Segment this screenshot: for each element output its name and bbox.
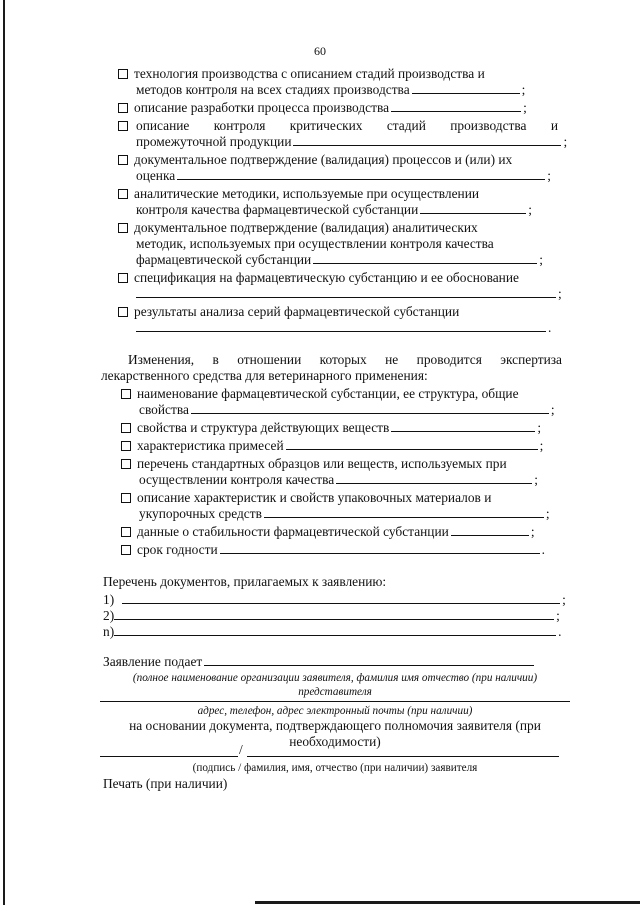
checklist-item-cont: методик, используемых при осуществлении контроля качества xyxy=(136,236,494,251)
checklist-item-cont: методов контроля на всех стадиях производства ; xyxy=(136,82,526,97)
address-line[interactable] xyxy=(100,701,570,702)
fill-line[interactable] xyxy=(286,438,538,450)
signature-slash: / xyxy=(239,742,243,757)
checklist-item-cont: оценка ; xyxy=(136,168,551,183)
section2-intro-line2: лекарственного средства для ветеринарного применения: xyxy=(101,368,428,383)
fill-line[interactable] xyxy=(313,252,537,264)
signature-line[interactable] xyxy=(100,756,238,757)
checklist-item-cont: контроля качества фармацевтической субстанции ; xyxy=(136,202,533,217)
page-number: 60 xyxy=(314,44,326,58)
seal-label: Печать (при наличии) xyxy=(103,776,228,791)
checkbox[interactable] xyxy=(118,223,128,233)
applicant-line: Заявление подает xyxy=(103,654,536,670)
checklist-item-cont: . xyxy=(136,320,551,336)
checklist-item-cont: ; xyxy=(136,286,562,302)
checklist-item-cont: укупорочных средств ; xyxy=(139,506,550,521)
fill-line[interactable] xyxy=(220,542,540,554)
fill-line[interactable] xyxy=(293,134,561,146)
checklist-item: срок годности . xyxy=(121,542,545,558)
checklist-item: результаты анализа серий фармацевтической субстанции xyxy=(118,304,459,320)
fill-line[interactable] xyxy=(412,82,520,94)
checkbox[interactable] xyxy=(118,307,128,317)
signature-caption: (подпись / фамилия, имя, отчество (при наличии) заявителя xyxy=(192,762,478,774)
section2-intro-line1: Изменения, в отношении которых не проводится экспертиза xyxy=(128,352,562,367)
checklist-item: описание контроля критических стадий производства и xyxy=(118,118,558,134)
checkbox[interactable] xyxy=(118,189,128,199)
checkbox[interactable] xyxy=(118,69,128,79)
applicant-input[interactable] xyxy=(204,654,534,666)
document-line: n) . xyxy=(103,624,562,639)
fill-line[interactable] xyxy=(191,402,549,414)
basis-line2: необходимости) xyxy=(289,734,381,749)
checklist-item: документальное подтверждение (валидация) процессов и (или) их xyxy=(118,152,512,168)
document-line: 2) ; xyxy=(103,608,560,623)
fill-line[interactable] xyxy=(177,168,545,180)
checklist-item-cont: свойства ; xyxy=(139,402,555,417)
checkbox[interactable] xyxy=(121,545,131,555)
checklist-item: аналитические методики, используемые при осуществлении xyxy=(118,186,479,202)
page-bottom-edge xyxy=(255,901,640,904)
checklist-item: технология производства с описанием стадий производства и xyxy=(118,66,485,82)
fill-line[interactable] xyxy=(391,420,535,432)
checklist-item: спецификация на фармацевтическую субстанцию и ее обоснование xyxy=(118,270,519,286)
checkbox[interactable] xyxy=(118,121,128,131)
fill-line[interactable] xyxy=(264,506,544,518)
page-left-edge xyxy=(3,0,5,905)
checkbox[interactable] xyxy=(118,103,128,113)
fill-line[interactable] xyxy=(114,624,556,636)
address-caption: адрес, телефон, адрес электронный почты (при наличии) xyxy=(197,705,473,717)
applicant-caption: (полное наименование организации заявителя, фамилия имя отчество (при наличии) xyxy=(132,672,538,684)
fill-line[interactable] xyxy=(336,472,532,484)
checklist-item-cont: промежуточной продукции ; xyxy=(136,134,568,149)
checklist-item-cont: фармацевтической субстанции ; xyxy=(136,252,543,267)
checklist-item: свойства и структура действующих веществ ; xyxy=(121,420,541,436)
checkbox[interactable] xyxy=(121,527,131,537)
fill-line[interactable] xyxy=(122,592,560,604)
document-line: 1) ; xyxy=(103,592,566,607)
checklist-item: данные о стабильности фармацевтической субстанции ; xyxy=(121,524,535,540)
full-name-line[interactable] xyxy=(247,756,559,757)
checkbox[interactable] xyxy=(121,441,131,451)
checkbox[interactable] xyxy=(118,273,128,283)
checklist-item: описание разработки процесса производства ; xyxy=(118,100,527,116)
checkbox[interactable] xyxy=(118,155,128,165)
fill-line[interactable] xyxy=(420,202,526,214)
checklist-item-cont: осуществлении контроля качества ; xyxy=(139,472,538,487)
checkbox[interactable] xyxy=(121,423,131,433)
fill-line[interactable] xyxy=(391,100,521,112)
fill-line[interactable] xyxy=(114,608,554,620)
checklist-item: описание характеристик и свойств упаковочных материалов и xyxy=(121,490,491,506)
fill-line[interactable] xyxy=(451,524,529,536)
basis-line1: на основании документа, подтверждающего полномочия заявителя (при xyxy=(129,718,541,733)
checklist-item: наименование фармацевтической субстанции, ее структура, общие xyxy=(121,386,519,402)
checkbox[interactable] xyxy=(121,493,131,503)
checklist-item: перечень стандартных образцов или веществ, используемых при xyxy=(121,456,507,472)
applicant-caption: представителя xyxy=(298,686,372,698)
checklist-item: характеристика примесей ; xyxy=(121,438,543,454)
fill-line[interactable] xyxy=(136,286,556,298)
checkbox[interactable] xyxy=(121,389,131,399)
documents-heading: Перечень документов, прилагаемых к заявлению: xyxy=(103,574,387,589)
fill-line[interactable] xyxy=(136,320,546,332)
checkbox[interactable] xyxy=(121,459,131,469)
checklist-item: документальное подтверждение (валидация) аналитических xyxy=(118,220,478,236)
